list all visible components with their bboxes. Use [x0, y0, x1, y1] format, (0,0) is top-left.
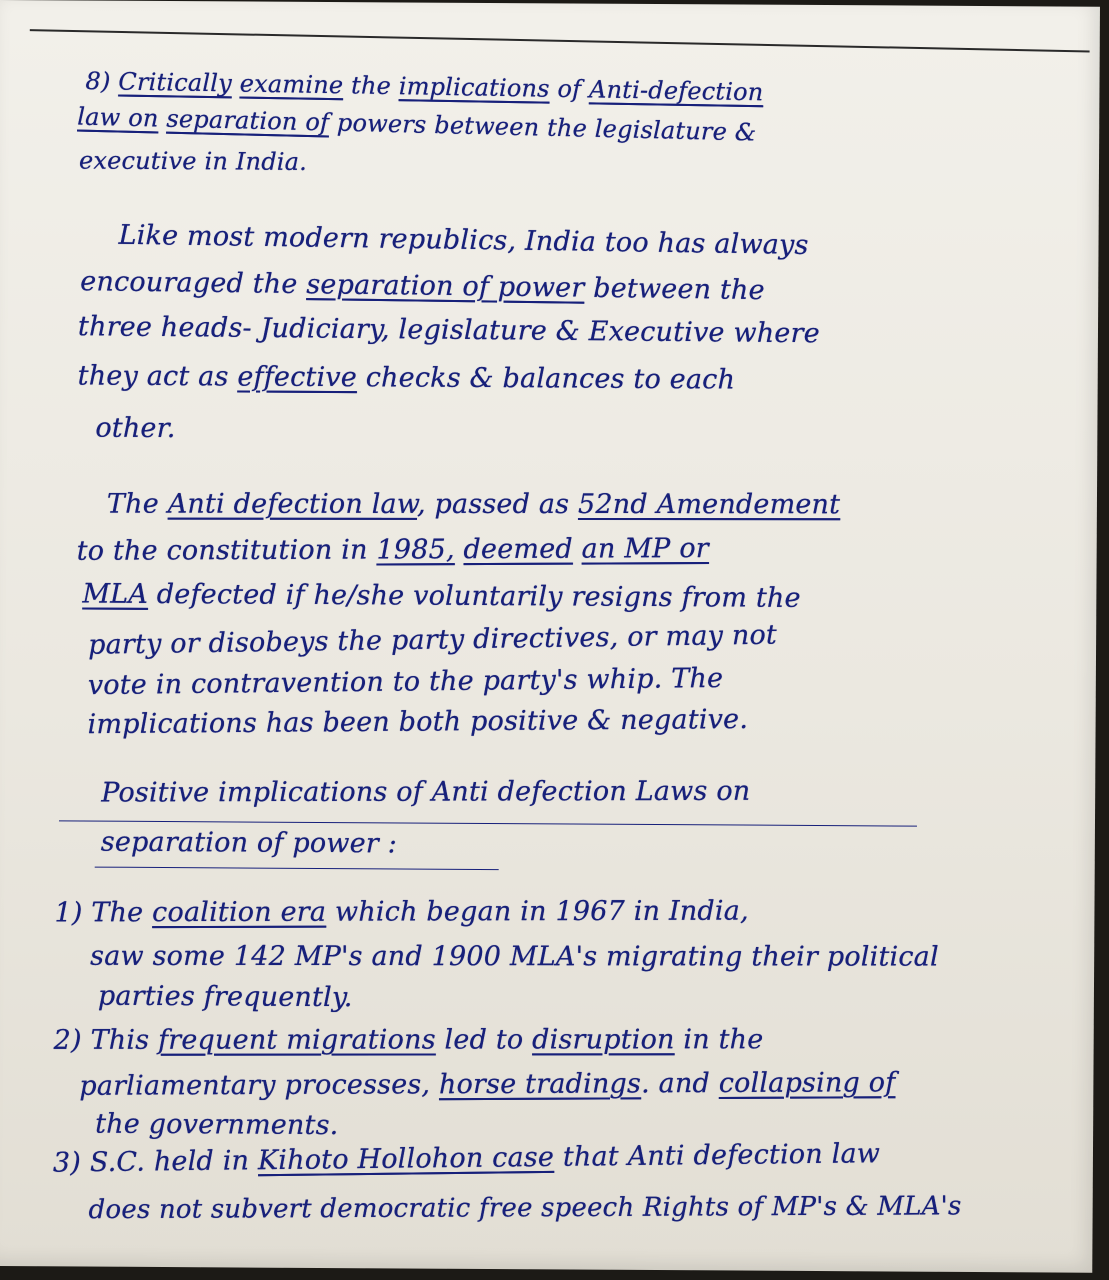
- question-word-implications: implications: [398, 72, 550, 103]
- question-word-examine: examine: [239, 69, 344, 100]
- paragraph2-phrase-anti-defection-law: Anti defection law: [167, 488, 417, 520]
- question-block: [0, 0, 1100, 176]
- point2-line-2: [79, 1067, 895, 1102]
- point2-number: 2): [53, 1024, 82, 1056]
- paragraph2-word-deemed: deemed: [463, 533, 573, 566]
- point2-line-3: the governments.: [95, 1108, 339, 1142]
- point1-phrase-coalition-era: coalition era: [152, 896, 327, 929]
- paragraph1-word-as: as: [198, 361, 229, 393]
- point2-line-1: [54, 1024, 764, 1056]
- question-line-3: executive in India.: [78, 146, 308, 176]
- question-phrase-law-on: law on: [77, 102, 159, 133]
- point2-word-disruption: disruption: [532, 1024, 675, 1056]
- paragraph2-word-the: The: [106, 488, 159, 520]
- point2-word-this: This: [90, 1024, 150, 1056]
- paragraph2-line-3: [82, 579, 801, 614]
- paragraph1-line-2: [80, 266, 765, 306]
- heading-underline-2: [95, 867, 499, 870]
- heading-underline-1: [59, 820, 917, 826]
- point1-line-1: [54, 896, 748, 929]
- question-line-1: [85, 67, 763, 106]
- point2-phrase-frequent-migrations: frequent migrations: [158, 1024, 436, 1056]
- point1-word-the: The: [91, 897, 144, 929]
- heading-line-2: separation of power :: [100, 826, 398, 860]
- paragraph1-word-effective: effective: [237, 361, 358, 394]
- paragraph2-phrase-to-the-constitution: to the constitution in: [76, 534, 368, 567]
- point1-line-2: saw some 142 MP's and 1900 MLA's migrating their political: [90, 940, 939, 973]
- paragraph2-line-1: [107, 489, 840, 521]
- paragraph1-phrase-separation-of-power: separation of power: [306, 269, 585, 304]
- question-phrase-powers: powers between the legislature &: [336, 108, 757, 147]
- question-line-2: [77, 103, 757, 147]
- point2-phrase-in-the: in the: [683, 1024, 764, 1056]
- point2-phrase-parliamentary-processes: parliamentary processes,: [79, 1069, 431, 1102]
- paragraph1-phrase-checks-balances: checks & balances to each: [365, 362, 736, 396]
- paragraph1-line-5: other.: [95, 412, 176, 445]
- question-word-the: the: [350, 71, 392, 101]
- point3-phrase-kihoto-hollohon-case: Kihoto Hollohon case: [257, 1141, 555, 1177]
- paragraph2-phrase-an-mp-or: an MP or: [581, 533, 709, 565]
- point2-word-and: . and: [640, 1068, 711, 1100]
- page-top-rule: [30, 29, 1090, 52]
- point3-phrase-anti-defection-law: that Anti defection law: [562, 1138, 881, 1173]
- paragraph2-year-1985: 1985,: [376, 534, 455, 566]
- paragraph2-phrase-52nd-amendment: 52nd Amendement: [578, 488, 841, 521]
- heading-line-1: Positive implications of Anti defection Laws on: [101, 775, 751, 809]
- paragraph1-line-4: [78, 360, 736, 395]
- paragraph2-phrase-passed-as: , passed as: [416, 488, 570, 520]
- paragraph2-phrase-defected: defected if he/she voluntarily resigns from the: [156, 578, 801, 614]
- paragraph2-word-mla: MLA: [82, 578, 149, 610]
- point3-line-2: does not subvert democratic free speech Rights of MP's & MLA's: [88, 1191, 962, 1226]
- point3-line-1: [53, 1138, 880, 1178]
- paragraph1-line-3: three heads- Judiciary, legislature & Executive where: [77, 311, 820, 350]
- paragraph1-line-1: Like most modern republics, India too has always: [118, 219, 809, 261]
- question-word-anti-defection: Anti-defection: [588, 75, 764, 107]
- point3-number: 3): [52, 1147, 82, 1179]
- point2-phrase-led-to: led to: [444, 1024, 524, 1056]
- paragraph1-phrase-encouraged: encouraged the: [80, 266, 298, 300]
- question-word-critically: Critically: [118, 67, 233, 98]
- question-phrase-separation: separation of: [166, 104, 330, 137]
- paragraph2-line-4: party or disobeys the party directives, or may not: [87, 619, 778, 661]
- point2-phrase-collapsing-of: collapsing of: [718, 1067, 896, 1099]
- point1-line-3: parties frequently.: [97, 980, 353, 1014]
- point1-number: 1): [54, 897, 83, 929]
- point2-phrase-horse-tradings: horse tradings: [438, 1068, 642, 1101]
- paragraph2-line-2: [77, 533, 709, 567]
- point1-phrase-began-1967: which began in 1967 in India,: [334, 895, 749, 928]
- question-number: 8): [85, 66, 111, 96]
- paragraph2-line-6: implications has been both positive & negative.: [87, 703, 749, 741]
- question-word-of: of: [557, 74, 582, 104]
- point3-phrase-sc-held-in: S.C. held in: [89, 1145, 250, 1179]
- paragraph1-phrase-they-act: they act: [77, 360, 190, 393]
- paragraph1-phrase-between: between the: [593, 272, 766, 307]
- paragraph2-line-5: vote in contravention to the party's whip. The: [87, 662, 724, 702]
